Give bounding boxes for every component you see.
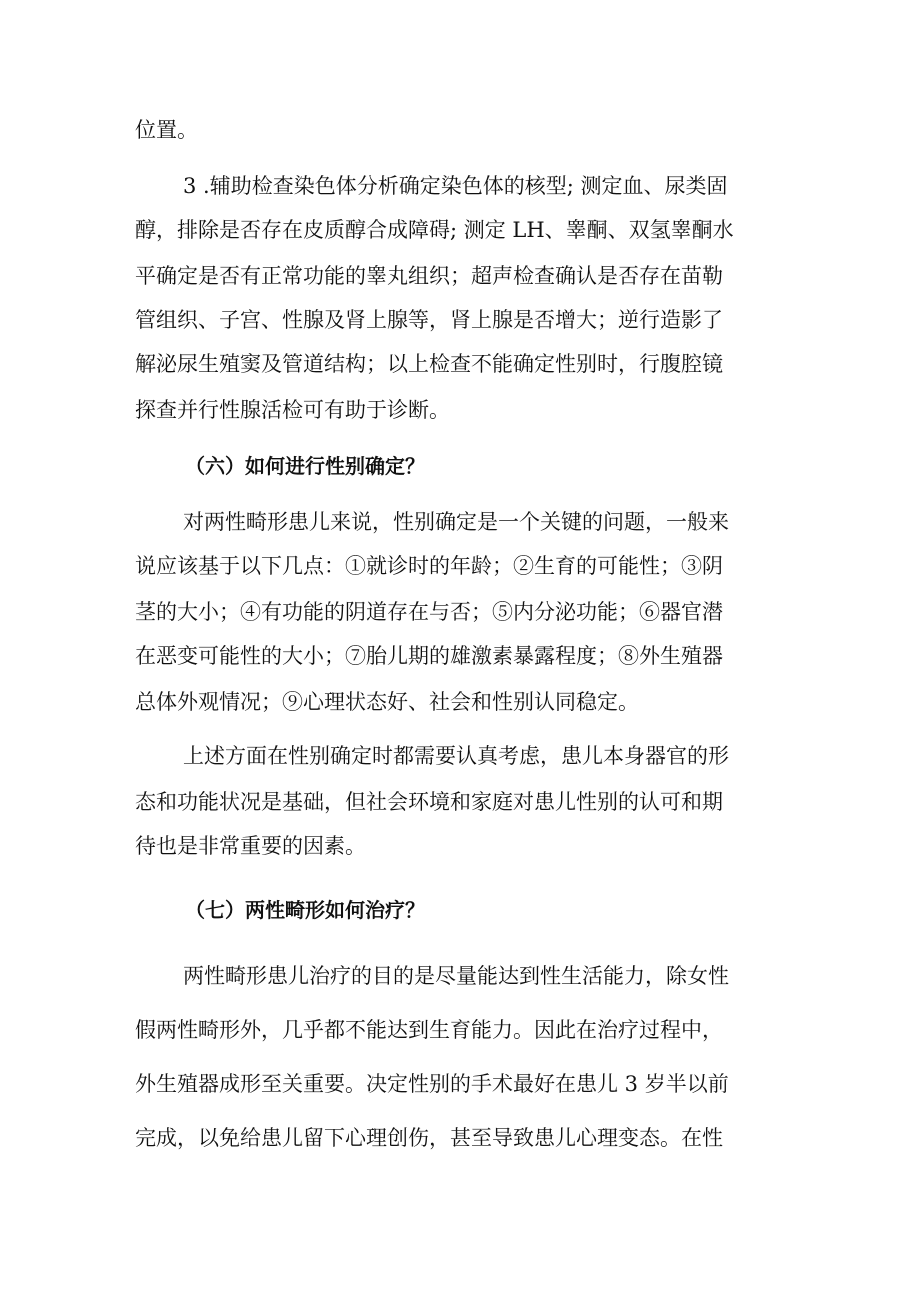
text-line: 平确定是否有正常功能的睾丸组织；超声检查确认是否存在苗勒: [135, 264, 723, 288]
text-line: 假两性畸形外，几乎都不能达到生育能力。因此在治疗过程中，: [135, 1018, 723, 1042]
text-line: 完成，以免给患儿留下心理创伤，甚至导致患儿心理变态。在性: [135, 1126, 723, 1150]
text-line: 醇，排除是否存在皮质醇合成障碍; 测定 LH、睾酮、双氢睾酮水: [135, 218, 734, 242]
text-line: 上述方面在性别确定时都需要认真考虑，患儿本身器官的形: [183, 744, 729, 768]
text-line: 态和功能状况是基础，但社会环境和家庭对患儿性别的认可和期: [135, 790, 723, 814]
section-heading-seven: （七）两性畸形如何治疗？: [185, 898, 425, 922]
text-line: 3 .辅助检查染色体分析确定染色体的核型; 测定血、尿类固: [183, 174, 728, 198]
text-line: 茎的大小；④有功能的阴道存在与否；⑤内分泌功能；⑥器官潜: [135, 600, 723, 624]
section-heading-six: （六）如何进行性别确定？: [185, 454, 425, 478]
text-line: 外生殖器成形至关重要。决定性别的手术最好在患儿 3 岁半以前: [135, 1072, 729, 1096]
text-line: 总体外观情况；⑨心理状态好、社会和性别认同稳定。: [135, 690, 639, 714]
text-line: 在恶变可能性的大小；⑦胎儿期的雄激素暴露程度；⑧外生殖器: [135, 644, 723, 668]
text-line: 两性畸形患儿治疗的目的是尽量能达到性生活能力，除女性: [183, 964, 729, 988]
text-line: 解泌尿生殖窦及管道结构；以上检查不能确定性别时，行腹腔镜: [135, 352, 723, 376]
text-line: 位置。: [135, 118, 198, 142]
text-line: 对两性畸形患儿来说，性别确定是一个关键的问题，一般来: [183, 510, 729, 534]
text-line: 管组织、子宫、性腺及肾上腺等，肾上腺是否增大；逆行造影了: [135, 308, 723, 332]
text-line: 说应该基于以下几点：①就诊时的年龄；②生育的可能性；③阴: [135, 554, 723, 578]
text-line: 待也是非常重要的因素。: [135, 834, 366, 858]
text-line: 探查并行性腺活检可有助于诊断。: [135, 398, 450, 422]
